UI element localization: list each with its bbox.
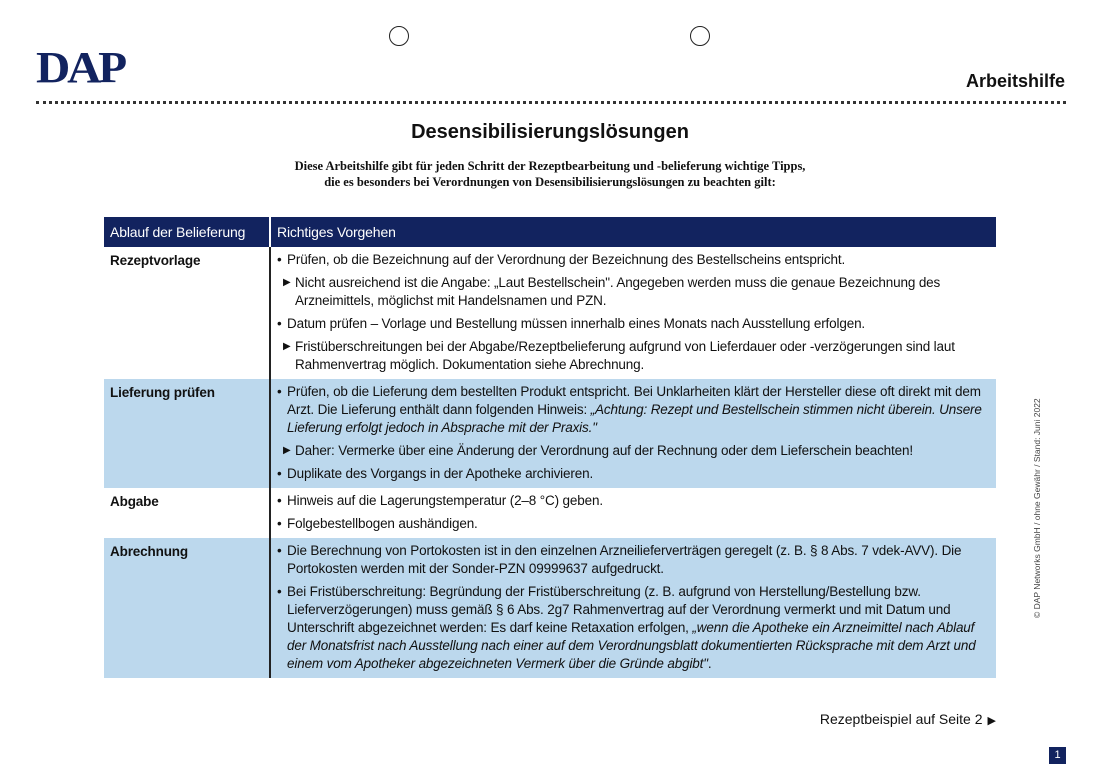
item-text: Die Berechnung von Portokosten ist in den einzelnen Arzneilieferverträgen geregelt (z. B. § 8 Abs. 7 vdek-AVV). Die Portokosten werden mit der Sonder-PZN 09999637 aufgedruckt.: [287, 543, 962, 576]
item-text: Daher: Vermerke über eine Änderung der Verordnung auf der Rechnung oder dem Lieferschein beachten!: [295, 443, 913, 458]
dotted-divider: [36, 101, 1066, 104]
intro-line-2: die es besonders bei Verordnungen von Desensibilisierungslösungen zu beachten gilt:: [324, 175, 776, 189]
sub-note-item: [283, 442, 990, 460]
table-row: [104, 247, 996, 379]
bullet-item: [277, 583, 990, 673]
copyright-note: © DAP Networks GmbH / ohne Gewähr / Stand: Juni 2022: [1032, 398, 1042, 618]
item-text: Prüfen, ob die Bezeichnung auf der Verordnung der Bezeichnung des Bestellscheins entspricht.: [287, 252, 846, 267]
punch-hole-right: [690, 26, 710, 46]
procedure-cell: [270, 247, 996, 379]
item-text-end: .: [707, 656, 712, 671]
procedure-cell: [270, 379, 996, 488]
next-page-link-label: Rezeptbeispiel auf Seite 2: [819, 711, 983, 727]
column-header-procedure: Richtiges Vorgehen: [270, 217, 996, 247]
bullet-item: [277, 465, 990, 483]
bullet-item: [277, 492, 990, 510]
dap-logo: DAP: [36, 43, 124, 92]
item-text: Hinweis auf die Lagerungstemperatur (2–8 °C) geben.: [287, 493, 603, 508]
table-row: [104, 379, 996, 488]
triangle-right-icon: ▶: [283, 341, 291, 352]
bullet-dot-icon: •: [277, 384, 282, 399]
sub-note-item: [283, 338, 990, 374]
bullet-dot-icon: •: [277, 584, 282, 599]
bullet-dot-icon: •: [277, 493, 282, 508]
item-text: Prüfen, ob die Lieferung dem bestellten Produkt entspricht. Bei Unklarheiten klärt der Hersteller diese oft direkt mit dem Arzt. Die Lieferung enthält dann folgenden Hinweis:: [287, 384, 981, 417]
punch-hole-left: [389, 26, 409, 46]
bullet-dot-icon: •: [277, 543, 282, 558]
bullet-dot-icon: •: [277, 516, 282, 531]
bullet-item: [277, 542, 990, 578]
triangle-right-icon: ▶: [283, 445, 291, 456]
item-text: Nicht ausreichend ist die Angabe: „Laut Bestellschein". Angegeben werden muss die genaue Bezeichnung des Arzneimittels, möglichst mit Handelsnamen und PZN.: [295, 275, 941, 308]
bullet-item: [277, 383, 990, 437]
stage-cell: Rezeptvorlage: [110, 253, 201, 268]
page-title: Desensibilisierungslösungen: [411, 121, 689, 143]
item-text: Folgebestellbogen aushändigen.: [287, 516, 478, 531]
intro-line-1: Diese Arbeitshilfe gibt für jeden Schritt der Rezeptbearbeitung und -belieferung wichtige Tipps,: [294, 159, 806, 173]
item-text: Bei Fristüberschreitung: Begründung der Fristüberschreitung (z. B. aufgrund von Herstellung/Bestellung bzw. Lieferverzögerungen) muss gemäß § 6 Abs. 2g7 Rahmenvertrag auf der Verordnung vermerkt und mit Datum und Unterschrift abgezeichnet werden: Es darf keine Retaxation erfolgen,: [287, 584, 951, 635]
bullet-item: [277, 251, 990, 269]
procedure-table: [104, 217, 996, 678]
procedure-cell: [270, 488, 996, 538]
sub-note-item: [283, 274, 990, 310]
column-header-stage: Ablauf der Belieferung: [104, 217, 270, 247]
play-arrow-icon: ▶: [987, 715, 996, 727]
item-text: Datum prüfen – Vorlage und Bestellung müssen innerhalb eines Monats nach Ausstellung erfolgen.: [287, 316, 866, 331]
bullet-item: [277, 315, 990, 333]
intro-text: [0, 158, 1100, 190]
bullet-item: [277, 515, 990, 533]
triangle-right-icon: ▶: [283, 277, 291, 288]
document-type-label: Arbeitshilfe: [965, 71, 1065, 91]
next-page-link[interactable]: [820, 711, 996, 727]
page-number-badge: 1: [1049, 747, 1066, 764]
table-header-row: [104, 217, 996, 247]
stage-cell: Abgabe: [110, 494, 159, 509]
quoted-italic-text: „wenn die Apotheke ein Arzneimittel nach Ablauf der Monatsfrist nach Ausstellung nach einer auf dem Verordnungsblatt dokumentierten Rücksprache mit dem Arzt und einem vom Apotheker abgezeichneten Vermerk über die Gründe abgibt": [287, 620, 976, 671]
bullet-dot-icon: •: [277, 252, 282, 267]
stage-cell: Lieferung prüfen: [104, 379, 270, 488]
table-row: [104, 488, 996, 538]
stage-cell: Abrechnung: [104, 538, 270, 678]
bullet-dot-icon: •: [277, 316, 282, 331]
item-text: Fristüberschreitungen bei der Abgabe/Rezeptbelieferung aufgrund von Lieferdauer oder -verzögerungen sind laut Rahmenvertrag möglich. Dokumentation siehe Abrechnung.: [295, 339, 955, 372]
quoted-italic-text: „Achtung: Rezept und Bestellschein stimmen nicht überein. Unsere Lieferung erfolgt jedoch in Absprache mit der Praxis.": [287, 402, 982, 435]
bullet-dot-icon: •: [277, 466, 282, 481]
table-row: [104, 538, 996, 678]
procedure-cell: [270, 538, 996, 678]
item-text: Duplikate des Vorgangs in der Apotheke archivieren.: [287, 466, 594, 481]
